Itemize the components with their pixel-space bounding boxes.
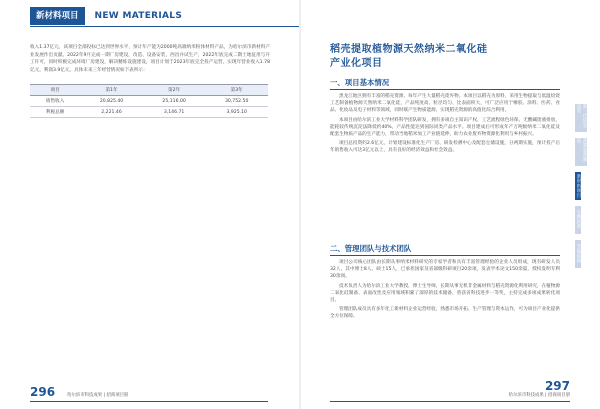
paragraph: 黑龙江地区拥有丰富的稻壳资源，每年产生大量稻壳废弃物。本项目以稻壳为原料，采用生物提取与低温焙烧工艺制备植物源天然纳米二氧化硅，产品纯度高、粒径均匀、比表面积大，可广泛应用于橡胶、涂料、医药、食品、化妆品及电子材料等领域，同时联产生物质能源，实现稻壳资源的高值化综合利用。	[330, 94, 560, 114]
table-cell: 2,221.46	[80, 107, 143, 118]
section-heading: 二、管理团队与技术团队	[330, 244, 412, 253]
side-tab[interactable]: 生物医药	[575, 206, 581, 234]
table-cell: 销售收入	[30, 96, 80, 107]
table-header-cell: 第1年	[80, 85, 143, 96]
table-header-cell: 项目	[30, 85, 80, 96]
footer-text-right: 哈尔滨市科技成果 | 招商项目册	[508, 393, 570, 398]
table-header-cell: 第3年	[205, 85, 268, 96]
section-rule	[330, 89, 560, 90]
table-header-cell: 第2年	[143, 85, 206, 96]
right-footer	[509, 380, 570, 398]
page-number-left: 296	[30, 385, 56, 399]
side-tab-active[interactable]: 新材料项目	[576, 174, 581, 198]
table-row	[30, 96, 268, 107]
section-header	[0, 7, 299, 25]
footer-rule-right	[330, 401, 570, 402]
paragraph: 项目总投资约2.6亿元，计划建设标准化生产厂房、研发检测中心及配套仓储设施，分两期实施，预计投产后年销售收入可达3亿元以上，具有良好的经济效益和社会效益。	[330, 141, 560, 154]
title-line-1: 稻壳提取植物源天然纳米二氧化硅	[330, 44, 488, 55]
project-title	[330, 43, 560, 71]
footer-text-left: 哈尔滨市科技成果 | 招商项目册	[67, 393, 129, 398]
title-line-2: 产业化项目	[330, 58, 383, 69]
side-tab[interactable]: 高端装备制造	[575, 138, 587, 166]
table-cell: 利税总额	[30, 107, 80, 118]
table-cell: 3,925.10	[205, 107, 268, 118]
section-team	[330, 244, 560, 323]
header-rule	[30, 26, 299, 27]
paragraph: 管理团队成员具有多年化工新材料企业运营经验，熟悉市场开拓、生产管理与资本运作，可为项目产业化提供全方位保障。	[330, 307, 560, 320]
footer-rule-left	[30, 401, 268, 402]
section-basic-info	[330, 78, 560, 157]
table-cell: 30,752.50	[205, 96, 268, 107]
side-tab[interactable]: 新一代信息技术	[575, 104, 587, 132]
table-cell: 20,825.40	[80, 96, 143, 107]
paragraph: 项目公司核心团队由长期从事纳米材料研究的专家学者和具有丰富管理经验的企业人员组成，现有研发人员32人，其中博士8人、硕士15人，已承担国家及省部级科研项目20余项，发表学术论文150余篇，授权发明专利30余项。	[330, 260, 560, 280]
table-cell: 25,116.00	[143, 96, 206, 107]
section-label-cn: 新材料项目	[30, 7, 85, 25]
section-label-en: NEW MATERIALS	[94, 11, 183, 21]
page-gutter	[299, 0, 301, 409]
side-tab-strip	[575, 104, 600, 274]
table-header-row	[30, 85, 268, 96]
revenue-table	[30, 84, 268, 118]
paragraph: 本项目由哈尔滨工业大学材料科学团队研发，拥有多项自主知识产权，工艺流程绿色环保，无酸碱废液排放，能耗较传统沉淀法降低约40%，产品性能达到国际同类产品水平。项目建成后可形成年产万吨级纳米二氧化硅及配套生物质产品的生产能力，带动当地稻米加工产业链延伸，助力农业废弃物资源化利用与乡村振兴。	[330, 117, 560, 138]
table-cell: 3,146.71	[143, 107, 206, 118]
left-intro-paragraph: 收入1.37亿元，该项目全部投标已达到世界水平，预计年产能为2000吨高端纳米粉体材料产品，为哈尔滨市新材料产业发展作出贡献。2022年9月完成一期厂房建设，改造、设备安装，西昌并试生产，2022年底完成二期土地征用与开工许可，同时积极完成环境厂房建设，解决精炼设施建设，项目计划于2023年底完全投产运营，实现年营业收入1.78亿元，利润3.9亿元。具体未来三年经营情况如下表所示：	[30, 45, 270, 73]
section-heading: 一、项目基本情况	[330, 78, 390, 87]
page-number-right: 297	[544, 379, 570, 393]
table-row	[30, 107, 268, 118]
paragraph: 技术负责人为哈尔滨工业大学教授、博士生导师，长期从事无机非金属材料与稻壳资源化利用研究，在植物源二氧化硅制备、表面改性及应用领域积累了深厚的技术储备，曾获省科技进步一等奖，主持完成多项成果转化项目。	[330, 283, 560, 304]
section-rule	[330, 255, 560, 256]
left-footer	[30, 386, 128, 398]
side-tab[interactable]: 节能环保	[575, 240, 581, 268]
